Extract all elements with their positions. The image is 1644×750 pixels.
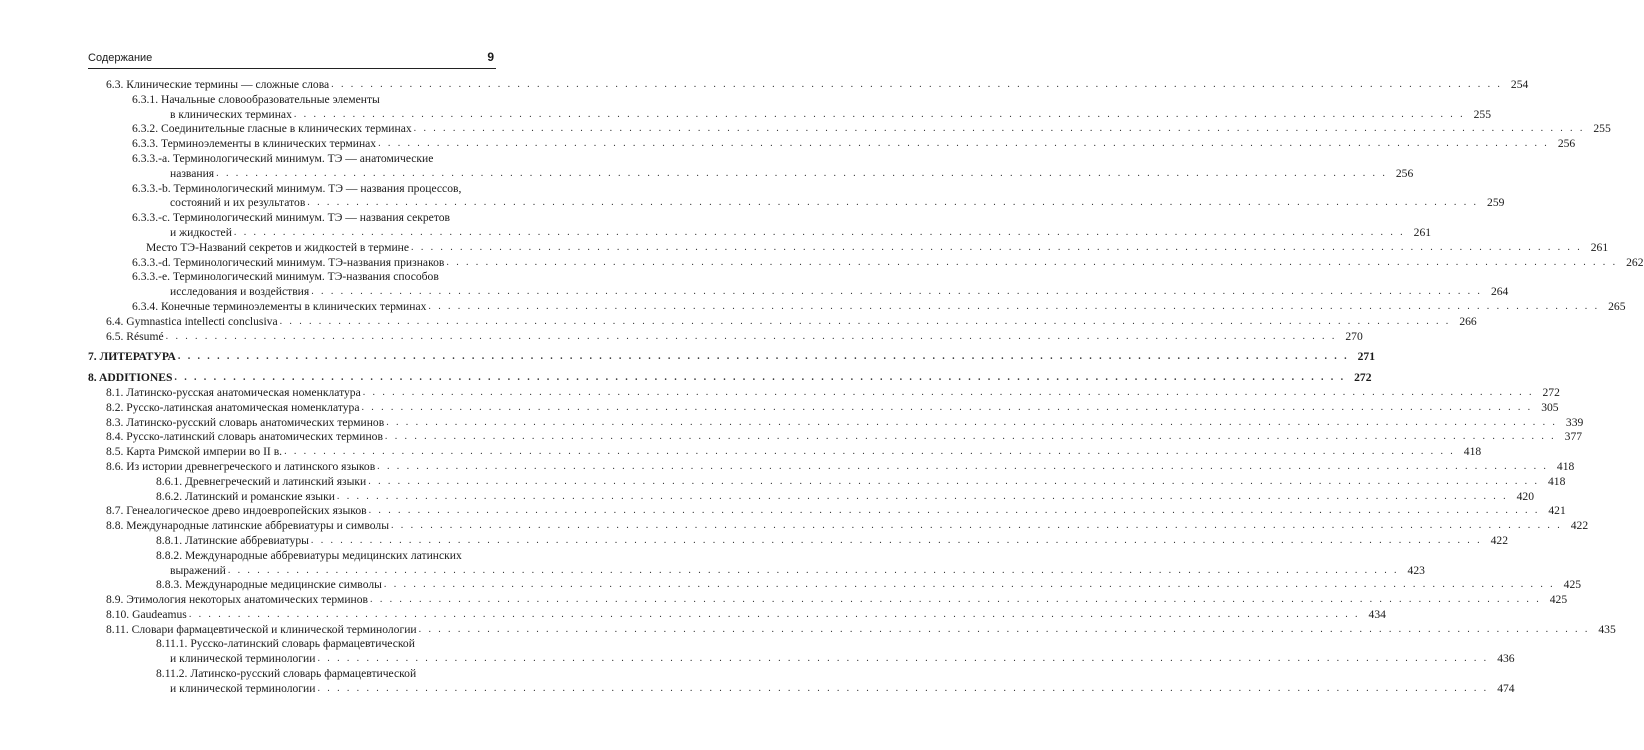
toc-entry-page: 423 — [1407, 563, 1425, 577]
dot-leader: . . . . . . . . . . . . . . . . . . . . . . . . . . . . . . . . . . . . . . . . . . . . . . . . . . . . . . . . . . . . . . . . . . . . . . . . . . . . . . . . . . . . . . . . . . . . . . . . . . . . . . . . . . . . . . . . . . . . . . . . — [361, 401, 1533, 413]
toc-entry-title: 8.10. Gaudeamus — [106, 607, 187, 621]
dot-leader: . . . . . . . . . . . . . . . . . . . . . . . . . . . . . . . . . . . . . . . . . . . . . . . . . . . . . . . . . . . . . . . . . . . . . . . . . . . . . . . . . . . . . . . . . . . . . . . . . . . . . . . . . . . . . . . . . . . . . . . . — [293, 108, 1465, 120]
toc-entry[interactable] — [88, 240, 1609, 256]
dot-leader: . . . . . . . . . . . . . . . . . . . . . . . . . . . . . . . . . . . . . . . . . . . . . . . . . . . . . . . . . . . . . . . . . . . . . . . . . . . . . . . . . . . . . . . . . . . . . . . . . . . . . . . . . . . . . . . . . . . . . . . . — [378, 138, 1550, 150]
toc-entry-title: 8.6.1. Древнегреческий и латинский языки — [156, 474, 367, 488]
toc-entry-title: 8. ADDITIONES — [88, 371, 173, 385]
toc-entry-title: 7. ЛИТЕРАТУРА — [88, 350, 176, 364]
dot-leader: . . . . . . . . . . . . . . . . . . . . . . . . . . . . . . . . . . . . . . . . . . . . . . . . . . . . . . . . . . . . . . . . . . . . . . . . . . . . . . . . . . . . . . . . . . . . . . . . . . . . . . . . . . . . . . . . . . . . . . . . — [391, 520, 1563, 532]
toc-entry-title: 8.8.3. Международные медицинские символы — [156, 578, 382, 592]
toc-entry-title: 8.8.1. Латинские аббревиатуры — [156, 533, 309, 547]
dot-leader: . . . . . . . . . . . . . . . . . . . . . . . . . . . . . . . . . . . . . . . . . . . . . . . . . . . . . . . . . . . . . . . . . . . . . . . . . . . . . . . . . . . . . . . . . . . . . . . . . . . . . . . . . . . . . . . . . . . . . . . . — [368, 475, 1540, 487]
toc-entry-title: 6.3. Клинические термины — сложные слова — [106, 78, 330, 91]
toc-entry[interactable] — [88, 225, 1432, 241]
toc-entry-page: 418 — [1463, 445, 1482, 459]
dot-leader: . . . . . . . . . . . . . . . . . . . . . . . . . . . . . . . . . . . . . . . . . . . . . . . . . . . . . . . . . . . . . . . . . . . . . . . . . . . . . . . . . . . . . . . . . . . . . . . . . . . . . . . . . . . . . . . . . . . . . . . . — [279, 315, 1451, 327]
dot-leader: . . . . . . . . . . . . . . . . . . . . . . . . . . . . . . . . . . . . . . . . . . . . . . . . . . . . . . . . . . . . . . . . . . . . . . . . . . . . . . . . . . . . . . . . . . . . . . . . . . . . . . . . . . . . . . . . . . . . . . . . — [411, 241, 1583, 253]
page-header — [88, 50, 496, 69]
dot-leader: . . . . . . . . . . . . . . . . . . . . . . . . . . . . . . . . . . . . . . . . . . . . . . . . . . . . . . . . . . . . . . . . . . . . . . . . . . . . . . . . . . . . . . . . . . . . . . . . . . . . . . . . . . . . . . . . . . . . . . . . — [227, 564, 1399, 576]
dot-leader: . . . . . . . . . . . . . . . . . . . . . . . . . . . . . . . . . . . . . . . . . . . . . . . . . . . . . . . . . . . . . . . . . . . . . . . . . . . . . . . . . . . . . . . . . . . . . . . . . . . . . . . . . . . . . . . . . . . . . . . . — [336, 490, 1509, 502]
toc-entry[interactable] — [88, 137, 1576, 152]
dot-leader: . . . . . . . . . . . . . . . . . . . . . . . . . . . . . . . . . . . . . . . . . . . . . . . . . . . . . . . . . . . . . . . . . . . . . . . . . . . . . . . . . . . . . . . . . . . . . . . . . . . . . . . . . . . . . . . . . . . . . . . . — [418, 623, 1590, 635]
toc-entry-title: 6.4. Gymnastica intellecti conclusiva — [106, 314, 278, 328]
toc-entry-title: 8.6.2. Латинский и романские языки — [156, 489, 335, 503]
toc-entry[interactable] — [88, 314, 1477, 330]
toc-entry-page: 418 — [1547, 474, 1566, 488]
toc-entry-page: 255 — [1593, 122, 1611, 136]
toc-entry[interactable] — [88, 607, 1386, 623]
toc-entry-title: и жидкостей — [170, 225, 232, 239]
toc-entry-page: 256 — [1395, 166, 1414, 180]
toc-entry-page: 264 — [1490, 285, 1509, 299]
toc-entry-heading-line: 8.8.2. Международные аббревиатуры медицинских латинских — [156, 548, 462, 562]
toc-entry-page: 422 — [1570, 519, 1589, 533]
toc-entry-page: 434 — [1368, 607, 1386, 621]
toc-entry[interactable] — [88, 519, 1589, 534]
toc-entry[interactable] — [88, 415, 1584, 431]
toc-entry-page: 339 — [1565, 415, 1584, 429]
toc-entry-title: 8.4. Русско-латинский словарь анатомических терминов — [106, 430, 383, 444]
toc-entry-page: 377 — [1564, 430, 1583, 444]
toc-entry-title: 8.8. Международные латинские аббревиатуры и символы — [106, 519, 389, 533]
toc-entry[interactable] — [88, 107, 1491, 123]
dot-leader: . . . . . . . . . . . . . . . . . . . . . . . . . . . . . . . . . . . . . . . . . . . . . . . . . . . . . . . . . . . . . . . . . . . . . . . . . . . . . . . . . . . . . . . . . . . . . . . . . . . . . . . . . . . . . . . . . . . . . . . . — [216, 167, 1388, 179]
toc-entry-page: 425 — [1549, 593, 1568, 607]
toc-entry-page: 261 — [1413, 225, 1432, 239]
toc-entry-page: 271 — [1357, 350, 1375, 364]
toc-entry[interactable] — [88, 593, 1568, 608]
toc-entry-title: 6.5. Résumé — [106, 329, 164, 343]
toc-entry-title: 8.2. Русско-латинская анатомическая номенклатура — [106, 400, 360, 414]
toc-entry-title: 6.3.2. Соединительные гласные в клинических терминах — [132, 122, 412, 136]
toc-entry[interactable] — [88, 563, 1425, 579]
dot-leader: . . . . . . . . . . . . . . . . . . . . . . . . . . . . . . . . . . . . . . . . . . . . . . . . . . . . . . . . . . . . . . . . . . . . . . . . . . . . . . . . . . . . . . . . . . . . . . . . . . . . . . . . . . . . . . . . . . . . . . . . — [174, 372, 1346, 384]
toc-entry[interactable] — [88, 459, 1575, 475]
toc-entry[interactable] — [88, 622, 1616, 638]
dot-leader: . . . . . . . . . . . . . . . . . . . . . . . . . . . . . . . . . . . . . . . . . . . . . . . . . . . . . . . . . . . . . . . . . . . . . . . . . . . . . . . . . . . . . . . . . . . . . . . . . . . . . . . . . . . . . . . . . . . . . . . . — [284, 446, 1456, 458]
toc-entry-page: 272 — [1542, 385, 1560, 399]
toc-entry-title: 8.11. Словари фармацевтической и клинической терминологии — [106, 622, 417, 636]
toc-entry-page: 421 — [1548, 504, 1566, 518]
toc-entry-title: 8.9. Этимология некоторых анатомических терминов — [106, 593, 369, 607]
toc-entry-page: 266 — [1459, 314, 1477, 328]
toc-entry[interactable] — [88, 350, 1375, 365]
toc-entry[interactable] — [88, 445, 1482, 460]
toc-entry[interactable] — [88, 533, 1509, 549]
dot-leader: . . . . . . . . . . . . . . . . . . . . . . . . . . . . . . . . . . . . . . . . . . . . . . . . . . . . . . . . . . . . . . . . . . . . . . . . . . . . . . . . . . . . . . . . . . . . . . . . . . . . . . . . . . . . . . . . . . . . . . . . — [413, 123, 1585, 135]
toc-entry-title: названия — [170, 166, 215, 180]
toc-entry-title: состояний и их результатов — [170, 196, 306, 210]
dot-leader: . . . . . . . . . . . . . . . . . . . . . . . . . . . . . . . . . . . . . . . . . . . . . . . . . . . . . . . . . . . . . . . . . . . . . . . . . . . . . . . . . . . . . . . . . . . . . . . . . . . . . . . . . . . . . . . . . . . . . . . . — [177, 351, 1349, 363]
toc-entry-title: выражений — [170, 563, 226, 577]
dot-leader: . . . . . . . . . . . . . . . . . . . . . . . . . . . . . . . . . . . . . . . . . . . . . . . . . . . . . . . . . . . . . . . . . . . . . . . . . . . . . . . . . . . . . . . . . . . . . . . . . . . . . . . . . . . . . . . . . . . . . . . . — [310, 534, 1483, 546]
dot-leader: . . . . . . . . . . . . . . . . . . . . . . . . . . . . . . . . . . . . . . . . . . . . . . . . . . . . . . . . . . . . . . . . . . . . . . . . . . . . . . . . . . . . . . . . . . . . . . . . . . . . . . . . . . . . . . . . . . . . . . . . — [165, 330, 1337, 342]
toc-entry-heading-line: 6.3.1. Начальные словообразовательные элементы — [132, 92, 380, 106]
toc-entry[interactable] — [88, 400, 1559, 416]
dot-leader: . . . . . . . . . . . . . . . . . . . . . . . . . . . . . . . . . . . . . . . . . . . . . . . . . . . . . . . . . . . . . . . . . . . . . . . . . . . . . . . . . . . . . . . . . . . . . . . . . . . . . . . . . . . . . . . . . . . . . . . . — [188, 608, 1360, 620]
dot-leader: . . . . . . . . . . . . . . . . . . . . . . . . . . . . . . . . . . . . . . . . . . . . . . . . . . . . . . . . . . . . . . . . . . . . . . . . . . . . . . . . . . . . . . . . . . . . . . . . . . . . . . . . . . . . . . . . . . . . . . . . — [386, 416, 1558, 428]
toc-entry-title: 6.3.3.-d. Терминологический минимум. ТЭ-названия признаков — [132, 255, 445, 269]
toc-entry-page: 255 — [1473, 107, 1491, 121]
toc-entry-page: 256 — [1557, 137, 1576, 151]
toc-entry[interactable] — [88, 329, 1363, 345]
toc-entry[interactable] — [88, 489, 1535, 505]
dot-leader: . . . . . . . . . . . . . . . . . . . . . . . . . . . . . . . . . . . . . . . . . . . . . . . . . . . . . . . . . . . . . . . . . . . . . . . . . . . . . . . . . . . . . . . . . . . . . . . . . . . . . . . . . . . . . . . . . . . . . . . . — [311, 286, 1483, 298]
toc-entry-page: 435 — [1598, 622, 1616, 636]
toc-entry-page: 305 — [1541, 400, 1559, 414]
toc-entry[interactable] — [88, 285, 1509, 300]
toc-entry[interactable] — [88, 255, 1644, 271]
running-title: Содержание — [88, 52, 153, 64]
toc-entry-title: 6.3.3. Терминоэлементы в клинических терминах — [132, 137, 377, 151]
table-of-contents — [88, 78, 1644, 697]
dot-leader: . . . . . . . . . . . . . . . . . . . . . . . . . . . . . . . . . . . . . . . . . . . . . . . . . . . . . . . . . . . . . . . . . . . . . . . . . . . . . . . . . . . . . . . . . . . . . . . . . . . . . . . . . . . . . . . . . . . . . . . . — [446, 256, 1618, 268]
dot-leader: . . . . . . . . . . . . . . . . . . . . . . . . . . . . . . . . . . . . . . . . . . . . . . . . . . . . . . . . . . . . . . . . . . . . . . . . . . . . . . . . . . . . . . . . . . . . . . . . . . . . . . . . . . . . . . . . . . . . . . . . — [377, 460, 1549, 472]
toc-entry-title: 8.6. Из истории древнегреческого и латинского языков — [106, 459, 376, 473]
toc-entry-page: 261 — [1590, 240, 1609, 254]
toc-entry-page: 422 — [1490, 533, 1509, 547]
page-number: 9 — [487, 50, 494, 64]
toc-entry[interactable] — [88, 474, 1566, 490]
toc-entry-heading-line: 6.3.3.-b. Терминологический минимум. ТЭ — названия процессов, — [132, 181, 462, 195]
toc-entry-page: 272 — [1354, 371, 1372, 385]
dot-leader: . . . . . . . . . . . . . . . . . . . . . . . . . . . . . . . . . . . . . . . . . . . . . . . . . . . . . . . . . . . . . . . . . . . . . . . . . . . . . . . . . . . . . . . . . . . . . . . . . . . . . . . . . . . . . . . . . . . . . . . . — [383, 579, 1556, 591]
toc-entry-title: 6.3.4. Конечные терминоэлементы в клинических терминах — [132, 299, 427, 313]
toc-entry[interactable] — [88, 385, 1560, 401]
dot-leader: . . . . . . . . . . . . . . . . . . . . . . . . . . . . . . . . . . . . . . . . . . . . . . . . . . . . . . . . . . . . . . . . . . . . . . . . . . . . . . . . . . . . . . . . . . . . . . . . . . . . . . . . . . . . . . . . . . . . . . . . — [233, 226, 1406, 238]
toc-entry[interactable] — [88, 652, 1515, 667]
toc-entry-page: 420 — [1516, 489, 1535, 503]
dot-leader: . . . . . . . . . . . . . . . . . . . . . . . . . . . . . . . . . . . . . . . . . . . . . . . . . . . . . . . . . . . . . . . . . . . . . . . . . . . . . . . . . . . . . . . . . . . . . . . . . . . . . . . . . . . . . . . . . . . . . . . . — [362, 386, 1534, 398]
toc-entry-title: исследования и воздействия — [170, 285, 310, 299]
toc-entry[interactable] — [88, 196, 1505, 211]
toc-entry-title: в клинических терминах — [170, 107, 292, 121]
toc-entry-page: 262 — [1626, 255, 1644, 269]
toc-entry-heading-line: 8.11.2. Латинско-русский словарь фармацевтической — [156, 667, 417, 681]
toc-entry[interactable] — [88, 78, 1529, 93]
dot-leader: . . . . . . . . . . . . . . . . . . . . . . . . . . . . . . . . . . . . . . . . . . . . . . . . . . . . . . . . . . . . . . . . . . . . . . . . . . . . . . . . . . . . . . . . . . . . . . . . . . . . . . . . . . . . . . . . . . . . . . . . — [368, 505, 1540, 517]
toc-entry-title: 8.1. Латинско-русская анатомическая номенклатура — [106, 385, 361, 399]
toc-entry-title: 8.5. Карта Римской империи во II в. — [106, 445, 283, 459]
dot-leader: . . . . . . . . . . . . . . . . . . . . . . . . . . . . . . . . . . . . . . . . . . . . . . . . . . . . . . . . . . . . . . . . . . . . . . . . . . . . . . . . . . . . . . . . . . . . . . . . . . . . . . . . . . . . . . . . . . . . . . . . — [370, 594, 1542, 606]
toc-entry[interactable] — [88, 122, 1611, 137]
toc-entry[interactable] — [88, 430, 1583, 445]
toc-entry[interactable] — [88, 578, 1582, 593]
dot-leader: . . . . . . . . . . . . . . . . . . . . . . . . . . . . . . . . . . . . . . . . . . . . . . . . . . . . . . . . . . . . . . . . . . . . . . . . . . . . . . . . . . . . . . . . . . . . . . . . . . . . . . . . . . . . . . . . . . . . . . . . — [384, 431, 1557, 443]
toc-entry-page: 265 — [1608, 299, 1626, 313]
toc-entry-heading-line: 8.11.1. Русско-латинский словарь фармацевтической — [156, 637, 415, 651]
toc-entry-page: 259 — [1487, 196, 1505, 210]
toc-entry-title: Место ТЭ-Названий секретов и жидкостей в термине — [146, 240, 410, 254]
toc-entry-title: 8.3. Латинско-русский словарь анатомических терминов — [106, 415, 385, 429]
toc-entry[interactable] — [88, 681, 1515, 697]
toc-entry-page: 270 — [1345, 329, 1363, 343]
dot-leader: . . . . . . . . . . . . . . . . . . . . . . . . . . . . . . . . . . . . . . . . . . . . . . . . . . . . . . . . . . . . . . . . . . . . . . . . . . . . . . . . . . . . . . . . . . . . . . . . . . . . . . . . . . . . . . . . . . . . . . . . — [428, 300, 1600, 312]
toc-entry-title: 8.7. Генеалогическое древо индоевропейских языков — [106, 504, 367, 518]
toc-entry-page: 474 — [1497, 681, 1515, 695]
toc-entry[interactable] — [88, 166, 1414, 182]
toc-entry-heading-line: 6.3.3.-e. Терминологический минимум. ТЭ-названия способов — [132, 270, 439, 284]
toc-entry-heading-line: 6.3.3.-c. Терминологический минимум. ТЭ — названия секретов — [132, 211, 451, 225]
dot-leader: . . . . . . . . . . . . . . . . . . . . . . . . . . . . . . . . . . . . . . . . . . . . . . . . . . . . . . . . . . . . . . . . . . . . . . . . . . . . . . . . . . . . . . . . . . . . . . . . . . . . . . . . . . . . . . . . . . . . . . . . — [317, 682, 1489, 694]
toc-entry[interactable] — [88, 299, 1626, 315]
toc-entry-title: и клинической терминологии — [170, 652, 316, 666]
dot-leader: . . . . . . . . . . . . . . . . . . . . . . . . . . . . . . . . . . . . . . . . . . . . . . . . . . . . . . . . . . . . . . . . . . . . . . . . . . . . . . . . . . . . . . . . . . . . . . . . . . . . . . . . . . . . . . . . . . . . . . . . — [317, 653, 1489, 665]
toc-entry-page: 418 — [1556, 459, 1575, 473]
toc-entry-page: 425 — [1563, 578, 1582, 592]
toc-entry-heading-line: 6.3.3.-a. Терминологический минимум. ТЭ — анатомические — [132, 151, 434, 165]
dot-leader: . . . . . . . . . . . . . . . . . . . . . . . . . . . . . . . . . . . . . . . . . . . . . . . . . . . . . . . . . . . . . . . . . . . . . . . . . . . . . . . . . . . . . . . . . . . . . . . . . . . . . . . . . . . . . . . . . . . . . . . . — [307, 197, 1479, 209]
toc-entry[interactable] — [88, 371, 1372, 386]
toc-entry[interactable] — [88, 504, 1566, 519]
toc-entry-page: 254 — [1510, 78, 1529, 91]
toc-entry-page: 436 — [1497, 652, 1515, 666]
dot-leader: . . . . . . . . . . . . . . . . . . . . . . . . . . . . . . . . . . . . . . . . . . . . . . . . . . . . . . . . . . . . . . . . . . . . . . . . . . . . . . . . . . . . . . . . . . . . . . . . . . . . . . . . . . . . . . . . . . . . . . . . — [331, 79, 1503, 90]
toc-entry-title: и клинической терминологии — [170, 681, 316, 695]
